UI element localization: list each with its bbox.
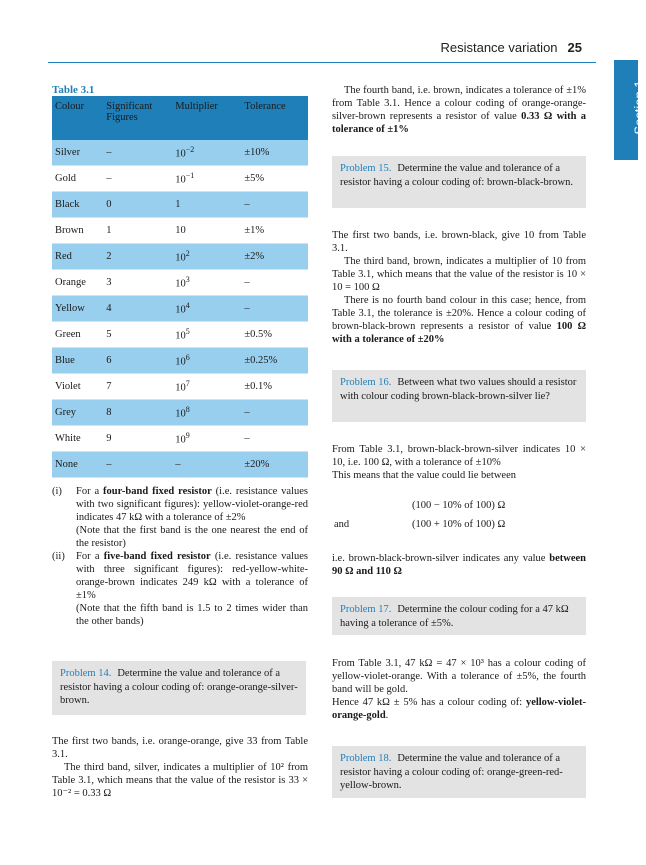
problem-label: Problem 17. <box>340 604 392 615</box>
table-row <box>52 348 308 374</box>
answer-result: yellow-violet-orange-gold <box>332 697 586 721</box>
significant-figure-cell: 7 <box>103 374 172 400</box>
list-text: (i.e. resistance values with three significant figures): red-yellow-white-orange-brown indicates 249 kΩ with a tolerance of ±1% <box>76 551 308 601</box>
answer-paragraph: The first two bands, i.e. orange-orange, give 33 from Table 3.1. <box>52 736 308 760</box>
multiplier-cell: $10^{-1}$ <box>172 166 241 192</box>
tolerance-cell: ±0.5% <box>241 322 308 348</box>
tolerance-cell: ±0.25% <box>241 348 308 374</box>
significant-figure-cell: 9 <box>103 426 172 452</box>
answer-result: between 90 Ω and 110 Ω <box>332 553 586 577</box>
tolerance-cell: ±1% <box>241 218 308 244</box>
tolerance-cell: ±2% <box>241 244 308 270</box>
table-row <box>52 452 308 478</box>
list-text: For a <box>76 486 104 497</box>
colour-cell: Violet <box>52 374 103 400</box>
colour-cell: Brown <box>52 218 103 244</box>
tolerance-cell: – <box>241 400 308 426</box>
list-note: (Note that the fifth band is 1.5 to 2 times wider than the other bands) <box>76 603 308 627</box>
colour-cell: Blue <box>52 348 103 374</box>
answer-paragraph: The first two bands, i.e. brown-black, give 10 from Table 3.1. <box>332 230 586 254</box>
colour-cell: Green <box>52 322 103 348</box>
list-text: For a <box>76 551 104 562</box>
answer-text: i.e. brown-black-brown-silver indicates any value <box>332 553 550 564</box>
problem-text: Between what two values should a resistor with colour coding brown-black-brown-silver lie? <box>340 377 577 402</box>
table-header-row <box>52 96 308 140</box>
answer-paragraph: This means that the value could lie between <box>332 470 516 481</box>
tolerance-cell: – <box>241 270 308 296</box>
problem-15-answer <box>332 229 586 346</box>
significant-figure-cell: – <box>103 452 172 478</box>
table-row <box>52 374 308 400</box>
page-number: 25 <box>567 40 582 55</box>
significant-figure-cell: 1 <box>103 218 172 244</box>
problem-18-box <box>332 746 586 798</box>
answer-text: Hence 47 kΩ ± 5% has a colour coding of: <box>332 697 526 708</box>
colour-cell: None <box>52 452 103 478</box>
table-row <box>52 140 308 166</box>
multiplier-cell: $10^3$ <box>172 270 241 296</box>
list-marker: (i) <box>52 486 62 497</box>
problem-16-answer <box>332 443 586 482</box>
problem-label: Problem 15. <box>340 163 392 174</box>
colour-cell: Silver <box>52 140 103 166</box>
answer-result: 100 Ω with a tolerance of ±20% <box>332 321 586 345</box>
multiplier-cell: $10^7$ <box>172 374 241 400</box>
tolerance-cell: ±20% <box>241 452 308 478</box>
multiplier-header: Multiplier <box>172 96 241 140</box>
significant-figure-cell: 8 <box>103 400 172 426</box>
problem-17-answer <box>332 657 586 722</box>
tolerance-cell: ±0.1% <box>241 374 308 400</box>
table-row <box>52 166 308 192</box>
problem-text: Determine the value and tolerance of a resistor having a colour coding of: brown-black-brown. <box>340 163 573 188</box>
significant-figure-cell: 6 <box>103 348 172 374</box>
list-bold-term: five-band fixed resistor <box>103 551 211 562</box>
colour-cell: Orange <box>52 270 103 296</box>
problem-14-box <box>52 661 306 715</box>
colour-cell: White <box>52 426 103 452</box>
problem-16-conclusion <box>332 552 586 578</box>
table-caption: Table 3.1 <box>52 84 95 96</box>
multiplier-cell: $10^4$ <box>172 296 241 322</box>
multiplier-cell: $10^6$ <box>172 348 241 374</box>
significant-figures-header: Significant Figures <box>103 96 172 140</box>
multiplier-cell: 10 <box>172 218 241 244</box>
list-text: (i.e. resistance values with two significant figures): yellow-violet-orange-red indicates 47 kΩ with a tolerance of ±2% <box>76 486 309 523</box>
list-marker: (ii) <box>52 551 65 562</box>
table-row <box>52 244 308 270</box>
problem-text: Determine the value and tolerance of a resistor having a colour coding of: orange-orange-silver-brown. <box>60 668 298 706</box>
lower-bound-equation: (100 − 10% of 100) Ω <box>412 500 506 511</box>
resistor-band-list <box>52 485 308 628</box>
table-row <box>52 296 308 322</box>
significant-figure-cell: 0 <box>103 192 172 218</box>
resistor-colour-table <box>52 96 308 478</box>
problem-16-box <box>332 370 586 422</box>
list-item-five-band <box>52 550 308 628</box>
multiplier-cell: – <box>172 452 241 478</box>
significant-figure-cell: 2 <box>103 244 172 270</box>
upper-bound-equation: (100 + 10% of 100) Ω <box>412 519 506 530</box>
problem-text: Determine the value and tolerance of a resistor having a colour coding of: orange-green-red-yellow-brown. <box>340 753 563 791</box>
table-row <box>52 322 308 348</box>
tolerance-cell: – <box>241 296 308 322</box>
problem-label: Problem 18. <box>340 753 392 764</box>
significant-figure-cell: 4 <box>103 296 172 322</box>
colour-cell: Gold <box>52 166 103 192</box>
colour-header: Colour <box>52 96 103 140</box>
colour-cell: Grey <box>52 400 103 426</box>
running-header <box>440 40 582 55</box>
tolerance-header: Tolerance <box>241 96 308 140</box>
multiplier-cell: $10^8$ <box>172 400 241 426</box>
and-word: and <box>334 519 350 530</box>
multiplier-cell: $10^{-2}$ <box>172 140 241 166</box>
answer-result: 0.33 Ω with a tolerance of ±1% <box>332 111 586 135</box>
table-row <box>52 426 308 452</box>
list-item-four-band <box>52 485 308 550</box>
problem-text: Determine the colour coding for a 47 kΩ having a tolerance of ±5%. <box>340 604 569 629</box>
answer-paragraph: From Table 3.1, brown-black-brown-silver indicates 10 × 10, i.e. 100 Ω, with a tolerance of ±10% <box>332 444 586 468</box>
colour-cell: Red <box>52 244 103 270</box>
list-note: (Note that the first band is the one nearest the end of the resistor) <box>76 525 308 549</box>
list-bold-term: four-band fixed resistor <box>103 486 212 497</box>
colour-cell: Yellow <box>52 296 103 322</box>
table-row <box>52 218 308 244</box>
running-title: Resistance variation <box>440 40 558 55</box>
tolerance-cell: – <box>241 426 308 452</box>
problem-14-answer <box>52 735 308 800</box>
table-body <box>52 140 308 478</box>
answer-paragraph: The third band, brown, indicates a multiplier of 10 from Table 3.1, which means that the value of the resistor is 10 × 10 = 100 Ω <box>332 256 586 293</box>
table-row <box>52 400 308 426</box>
tolerance-cell: ±10% <box>241 140 308 166</box>
significant-figure-cell: 5 <box>103 322 172 348</box>
problem-15-box <box>332 156 586 208</box>
significant-figure-cell: – <box>103 166 172 192</box>
section-tab-label: Section 1 <box>631 80 646 135</box>
multiplier-cell: $10^9$ <box>172 426 241 452</box>
tolerance-cell: ±5% <box>241 166 308 192</box>
answer-text: The fourth band, i.e. brown, indicates a tolerance of ±1% from Table 3.1. Hence a colour coding of orange-orange-silver-brown represents a resistor of value <box>332 85 586 122</box>
answer-paragraph: The third band, silver, indicates a multiplier of 10² from Table 3.1, which means that the value of the resistor is 33 × 10⁻² = 0.33 Ω <box>52 762 308 799</box>
colour-cell: Black <box>52 192 103 218</box>
multiplier-cell: $10^5$ <box>172 322 241 348</box>
table-row <box>52 192 308 218</box>
multiplier-cell: 1 <box>172 192 241 218</box>
header-rule <box>48 62 596 63</box>
problem-label: Problem 16. <box>340 377 392 388</box>
significant-figure-cell: 3 <box>103 270 172 296</box>
significant-figure-cell: – <box>103 140 172 166</box>
answer-paragraph: From Table 3.1, 47 kΩ = 47 × 10³ has a colour coding of yellow-violet-orange. With a tolerance of ±5%, the fourth band will be gold. <box>332 658 586 695</box>
multiplier-cell: $10^2$ <box>172 244 241 270</box>
problem-17-box <box>332 597 586 635</box>
answer-text: There is no fourth band colour in this case; hence, from Table 3.1, the tolerance is ±20%. Hence a colour coding of brown-black-brown represents a resistor of value <box>332 295 586 332</box>
tolerance-cell: – <box>241 192 308 218</box>
problem-14-continuation <box>332 84 586 136</box>
problem-label: Problem 14. <box>60 668 112 679</box>
table-row <box>52 270 308 296</box>
answer-text: . <box>385 710 389 721</box>
